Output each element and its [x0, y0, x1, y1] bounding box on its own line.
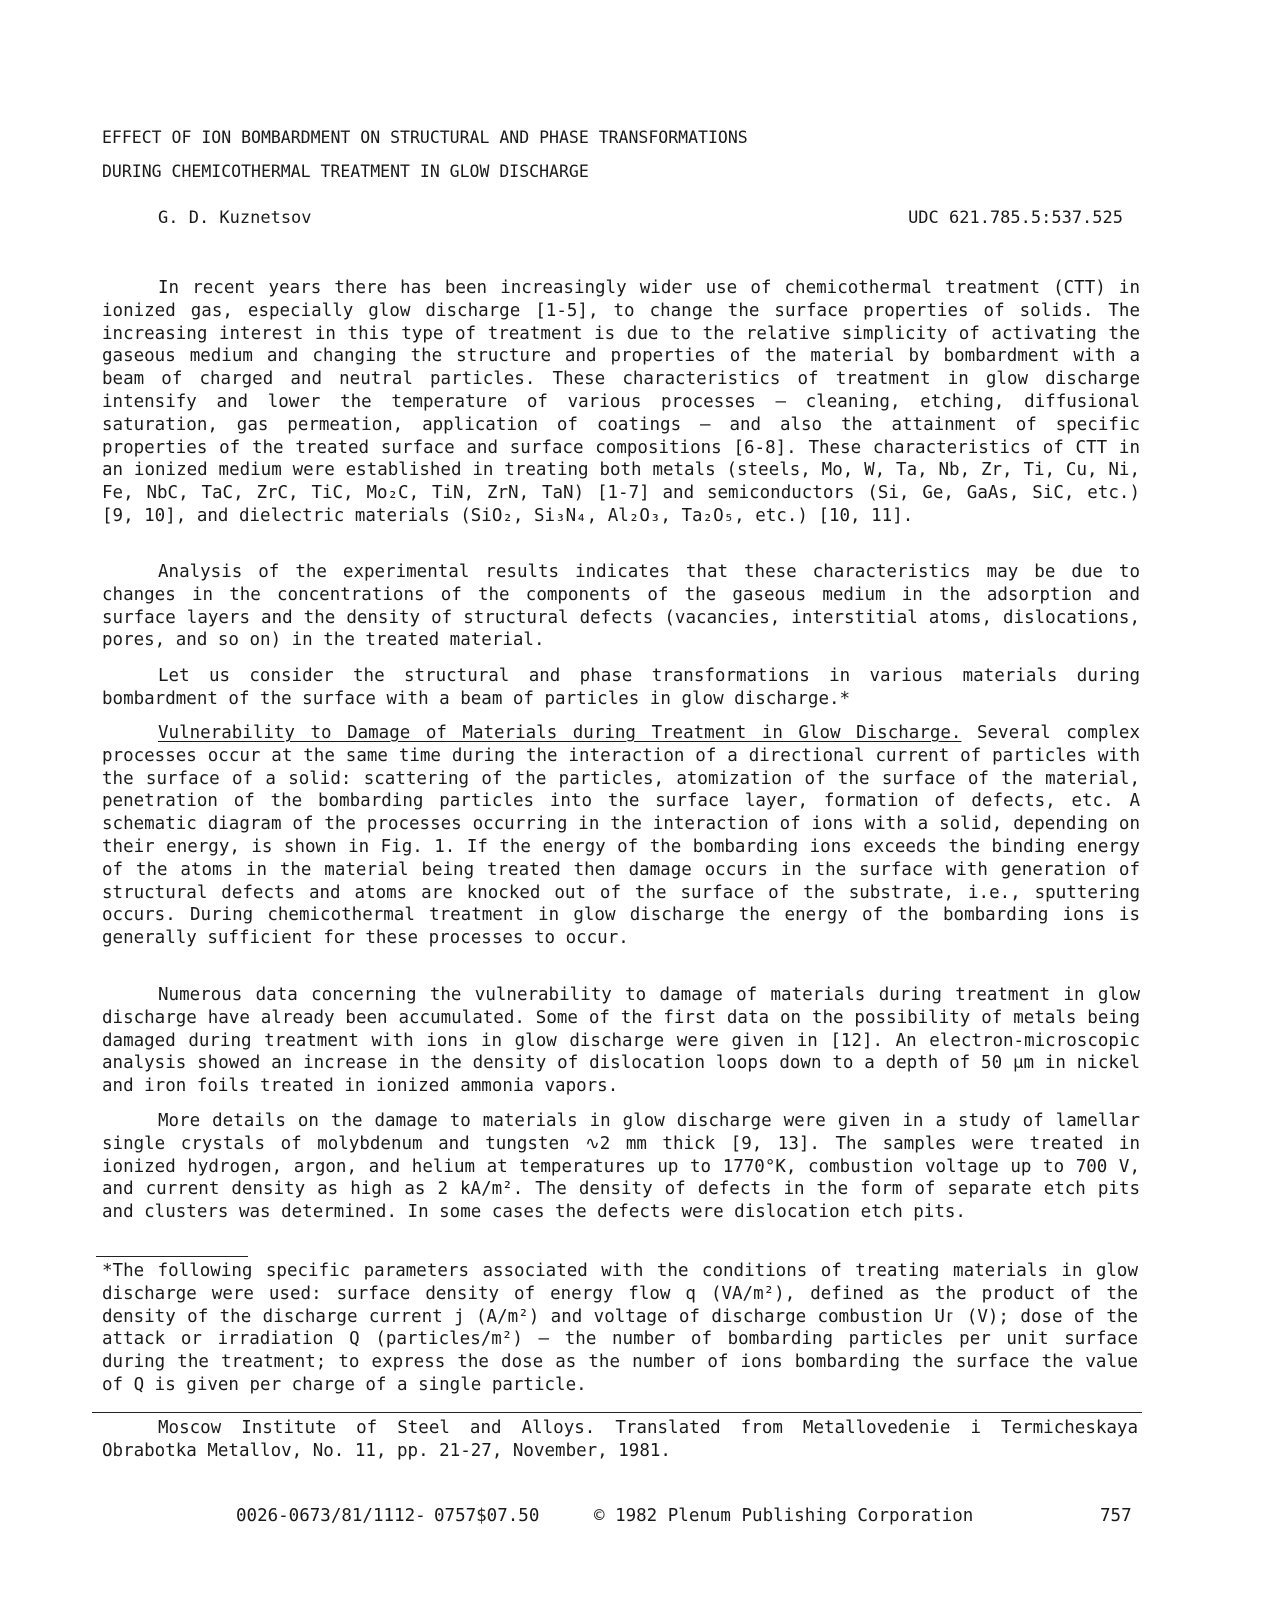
paragraph-4-text [102, 722, 1140, 950]
title-line-2: DURING CHEMICOTHERMAL TREATMENT IN GLOW DISCHARGE [102, 162, 589, 181]
affiliation-text: Moscow Institute of Steel and Alloys. Translated from Metallovedenie i Termicheskaya Obrabotka Metallov, No. 11, pp. 21-27, November, 1981. [102, 1418, 1138, 1461]
paragraph-1-text: In recent years there has been increasingly wider use of chemicothermal treatment (CTT) in ionized gas, especially glow discharge [1-5], to change the surface properties of solids. The increasing interest in this type of treatment is due to the relative simplicity of activating the gaseous medium and changing the structure and properties of the material by bombardment with a beam of charged and neutral particles. These characteristics of treatment in glow discharge intensify and lower the temperature of various processes — cleaning, etching, diffusional saturation, gas permeation, application of coatings — and also the attainment of specific properties of the treated surface and surface compositions [6-8]. These characteristics of CTT in an ionized medium were established in treating both metals (steels, Mo, W, Ta, Nb, Zr, Ti, Cu, Ni, Fe, NbC, TaC, ZrC, TiC, Mo₂C, TiN, ZrN, TaN) [1-7] and semiconductors (Si, Ge, GaAs, SiC, etc.) [9, 10], and dielectric materials (SiO₂, Si₃N₄, Al₂O₃, Ta₂O₅, etc.) [10, 11]. [102, 278, 1140, 526]
copyright: © 1982 Plenum Publishing Corporation [594, 1506, 974, 1526]
paragraph-6-text: More details on the damage to materials in glow discharge were given in a study of lamellar single crystals of molybdenum and tungsten ∿2 mm thick [9, 13]. The samples were treated in ionized hydrogen, argon, and helium at temperatures up to 1770°K, combustion voltage up to 700 V, and current density as high as 2 kA/m². The density of defects in the form of separate etch pits and clusters was determined. In some cases the defects were dislocation etch pits. [102, 1111, 1140, 1223]
section-heading: Vulnerability to Damage of Materials during Treatment in Glow Discharge. [158, 723, 962, 743]
paragraph-2 [102, 561, 1140, 652]
author: G. D. Kuznetsov [158, 208, 312, 228]
paragraph-2-text: Analysis of the experimental results indicates that these characteristics may be due to changes in the concentrations of the components of the gaseous medium in the adsorption and surface layers and the density of structural defects (vacancies, interstitial atoms, dislocations, pores, and so on) in the treated material. [102, 562, 1140, 651]
paragraph-5-text: Numerous data concerning the vulnerability to damage of materials during treatment in glow discharge have already been accumulated. Some of the first data on the possibility of metals being damaged during treatment with ions in glow discharge were given in [12]. An electron-microscopic analysis showed an increase in the density of dislocation loops down to a depth of 50 μm in nickel and iron foils treated in ionized ammonia vapors. [102, 985, 1140, 1097]
footnote-divider [96, 1256, 248, 1257]
paragraph-1 [102, 277, 1140, 528]
paragraph-6 [102, 1110, 1140, 1224]
paragraph-4 [102, 722, 1140, 950]
footnote-text: *The following specific parameters associated with the conditions of treating materials in glow discharge were used: surface density of energy flow q (VA/m²), defined as the product of the density of the discharge current j (A/m²) and voltage of discharge combustion Uᴦ (V); dose of the attack or irradiation Q (particles/m²) — the number of bombarding particles per unit surface during the treatment; to express the dose as the number of ions bombarding the surface the value of Q is given per charge of a single particle. [102, 1261, 1138, 1395]
journal-code: 0026-0673/81/1112- [236, 1506, 426, 1526]
paragraph-4-body: Several complex processes occur at the same time during the interaction of a directional current of particles with the surface of a solid: scattering of the particles, atomization of the surface of the material, penetration of the bombarding particles into the surface layer, formation of defects, etc. A schematic diagram of the processes occurring in the interaction of ions with a solid, depending on their energy, is shown in Fig. 1. If the energy of the bombarding ions exceeds the binding energy of the atoms in the material being treated then damage occurs in the surface with generation of structural defects and atoms are knocked out of the surface of the substrate, i.e., sputtering occurs. During chemicothermal treatment in glow discharge the energy of the bombarding ions is generally sufficient for these processes to occur. [102, 723, 1140, 949]
paragraph-3-text: Let us consider the structural and phase transformations in various materials during bombardment of the surface with a beam of particles in glow discharge.* [102, 666, 1140, 709]
page-number: 757 [1100, 1506, 1132, 1526]
price-code: 0757$07.50 [434, 1506, 540, 1526]
title-line-1: EFFECT OF ION BOMBARDMENT ON STRUCTURAL AND PHASE TRANSFORMATIONS [102, 128, 748, 147]
affiliation [102, 1417, 1138, 1463]
affiliation-divider [92, 1412, 1142, 1413]
footnote [102, 1260, 1138, 1397]
paragraph-5 [102, 984, 1140, 1098]
paragraph-3 [102, 665, 1140, 711]
udc-code: UDC 621.785.5:537.525 [908, 208, 1123, 228]
